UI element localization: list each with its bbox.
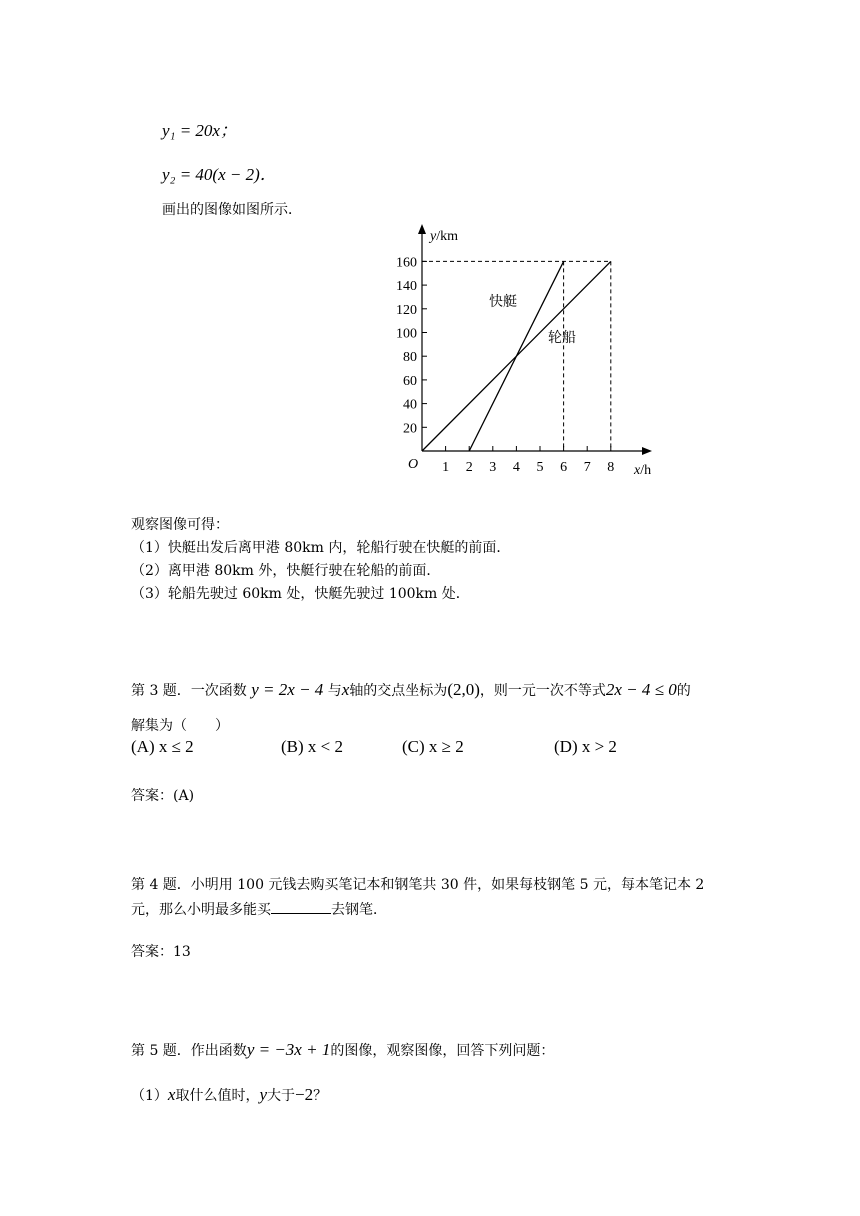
q3-option-b: (B) x < 2 <box>281 737 343 756</box>
q4-line2 <box>131 900 387 920</box>
y-tick-label: 40 <box>403 397 417 413</box>
q3-point: (2,0) <box>447 680 480 699</box>
q3-option-c: (C) x ≥ 2 <box>402 737 464 756</box>
x-tick-label: 4 <box>512 460 520 475</box>
q3-text-3: 轴的交点坐标为 <box>349 683 448 699</box>
x-axis-label: x/h <box>634 463 652 478</box>
q5-sub1-value: −2 <box>295 1085 314 1104</box>
q3-option-a: (A) x ≤ 2 <box>131 737 194 756</box>
q3-text-4: ，则一元一次不等式 <box>479 683 606 699</box>
q5-function: y = −3x + 1 <box>246 1040 331 1059</box>
q5-sub1-pre: （1） <box>131 1088 168 1104</box>
series-label: 快艇 <box>489 295 517 310</box>
q5-sub1-mid: 取什么值时， <box>175 1088 260 1104</box>
y-tick-label: 140 <box>396 279 417 295</box>
y-axis-arrow <box>418 224 426 234</box>
intro-text: 画出的图像如图所示． <box>162 202 302 218</box>
series-label: 轮船 <box>548 331 576 346</box>
q4-line2-pre: 元，那么小明最多能买 <box>131 902 271 918</box>
q5-sub1-mid2: 大于 <box>267 1088 296 1104</box>
y-tick-label: 120 <box>396 302 417 318</box>
observation-item-3: （3）轮船先驶过 60km 处，快艇先驶过 100km 处． <box>131 586 470 602</box>
x-tick-label: 7 <box>583 460 591 475</box>
q5-label: 第 5 题．作出函数 <box>131 1043 247 1059</box>
q4-answer-blank <box>271 900 331 914</box>
q5-stem <box>131 1040 554 1061</box>
q3-text-1: 一次函数 <box>190 683 247 699</box>
q3-text-2: 与 <box>327 683 342 699</box>
observation-item-1: （1）快艇出发后离甲港 80km 内，轮船行驶在快艇的前面． <box>131 540 511 556</box>
y-tick-label: 20 <box>403 421 417 437</box>
q5-sub1-end: ？ <box>313 1088 328 1104</box>
q5-text-2: 的图像，观察图像，回答下列问题： <box>330 1043 555 1059</box>
q3-answer: 答案：(A) <box>131 788 195 804</box>
q3-stem <box>131 680 691 701</box>
q3-text-5: 的 <box>676 683 691 699</box>
observation-title: 观察图像可得： <box>131 517 229 533</box>
q5-sub1-y: y <box>259 1085 268 1104</box>
q3-x-var: x <box>341 680 350 699</box>
q3-label: 第 3 题． <box>131 683 191 699</box>
y-tick-label: 60 <box>403 373 417 389</box>
x-tick-label: 5 <box>536 460 544 475</box>
observation-item-2: （2）离甲港 80km 外，快艇行驶在轮船的前面． <box>131 563 441 579</box>
y-tick-label: 100 <box>396 326 417 342</box>
q3-option-d: (D) x > 2 <box>554 737 617 756</box>
x-axis-arrow <box>642 447 652 455</box>
q5-sub1-x: x <box>167 1085 176 1104</box>
origin-label: O <box>408 457 419 472</box>
q4-answer: 答案：13 <box>131 944 191 960</box>
x-tick-label: 2 <box>465 460 473 475</box>
q3-inequality: 2x − 4 ≤ 0 <box>605 680 677 699</box>
q3-function: y = 2x − 4 <box>251 680 324 699</box>
q4-line2-post: 去钢笔． <box>331 902 387 918</box>
y-tick-label: 80 <box>403 350 417 366</box>
q5-sub1 <box>131 1085 327 1106</box>
y-axis-label: y/km <box>430 229 458 244</box>
q4-line1: 第 4 题．小明用 100 元钱去购买笔记本和钢笔共 30 件，如果每枝钢笔 5 元，每本笔记本 2 <box>131 877 705 893</box>
q3-line2: 解集为（ ） <box>131 718 229 734</box>
x-tick-label: 8 <box>607 460 615 475</box>
x-tick-label: 3 <box>489 460 497 475</box>
series-line <box>422 261 611 451</box>
x-tick-label: 1 <box>442 460 450 475</box>
y-tick-label: 160 <box>396 255 417 271</box>
x-tick-label: 6 <box>560 460 568 475</box>
equation-y2: y₂ = 40(x − 2)． <box>162 165 277 184</box>
equation-y1: y₁ = 20x； <box>162 121 237 140</box>
distance-time-chart <box>390 218 670 483</box>
